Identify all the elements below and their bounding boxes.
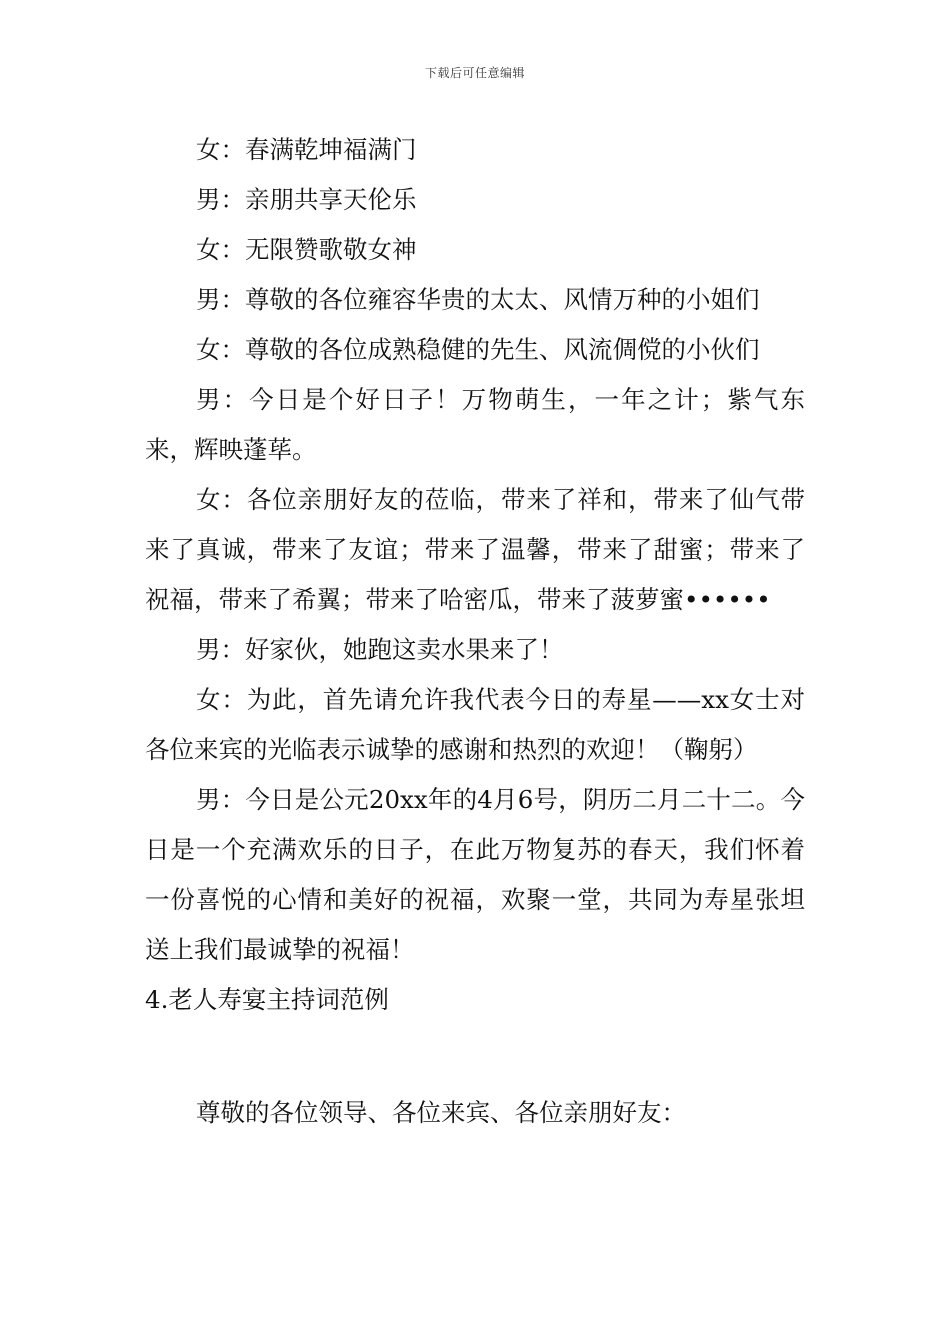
paragraph: 女：无限赞歌敬女神 — [196, 235, 417, 264]
header-note: 下载后可任意编辑 — [424, 66, 525, 80]
paragraph: 女：为此，首先请允许我代表今日的寿星——xx女士对各位来宾的光临表示诚挚的感谢和热烈的欢迎！（鞠躬） — [145, 685, 805, 764]
paragraph: 女：各位亲朋好友的莅临，带来了祥和，带来了仙气带来了真诚，带来了友谊；带来了温馨，带来了甜蜜；带来了祝福，带来了希翼；带来了哈密瓜，带来了菠萝蜜•••••• — [145, 485, 805, 614]
paragraph: 女：春满乾坤福满门 — [196, 135, 417, 164]
closing-paragraph: 尊敬的各位领导、各位来宾、各位亲朋好友： — [196, 1098, 686, 1127]
section-heading: 4.老人寿宴主持词范例 — [145, 985, 389, 1014]
document-body — [145, 125, 805, 1138]
paragraph: 男：好家伙，她跑这卖水果来了！ — [196, 635, 564, 664]
spacer — [145, 1025, 805, 1088]
paragraph: 男：亲朋共享天伦乐 — [196, 185, 417, 214]
paragraph: 男：尊敬的各位雍容华贵的太太、风情万种的小姐们 — [196, 285, 760, 314]
paragraph: 男：今日是公元20xx年的4月6号，阴历二月二十二。今日是一个充满欢乐的日子，在此万物复苏的春天，我们怀着一份喜悦的心情和美好的祝福，欢聚一堂，共同为寿星张坦送上我们最诚挚的祝福！ — [145, 785, 805, 964]
paragraph: 男：今日是个好日子！万物萌生，一年之计；紫气东来，辉映蓬荜。 — [145, 385, 805, 464]
paragraph: 女：尊敬的各位成熟稳健的先生、风流倜傥的小伙们 — [196, 335, 760, 364]
